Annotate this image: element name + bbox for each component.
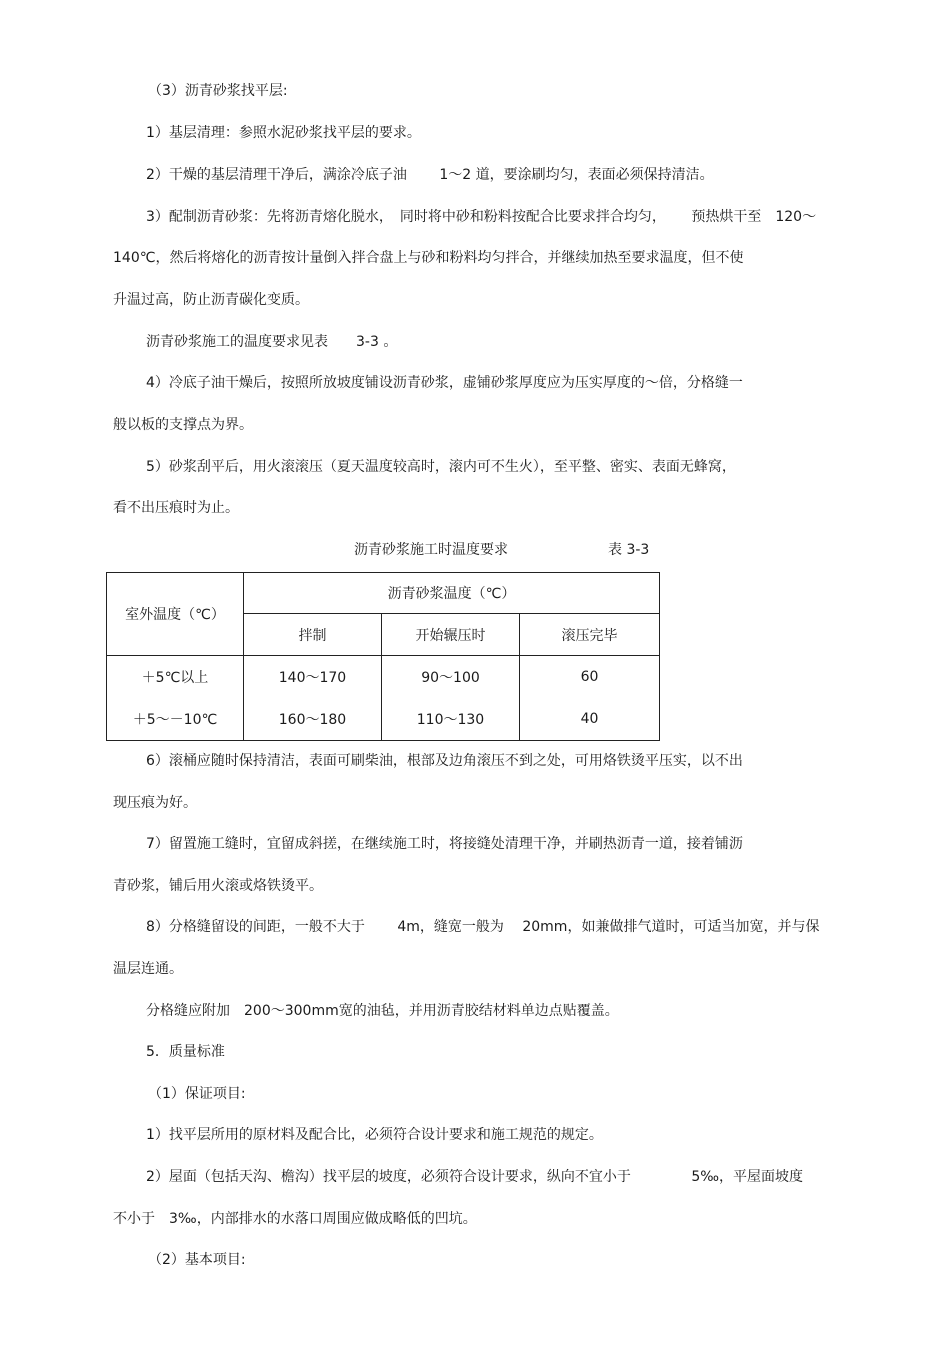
table-cell: 110～130 <box>382 698 520 741</box>
section-heading: 5．质量标准 <box>146 1044 225 1060</box>
paragraph-line: 现压痕为好。 <box>113 795 197 811</box>
paragraph-line: 2）干燥的基层清理干净后，满涂冷底子油 1～2 道，要涂刷均匀，表面必须保持清洁。 <box>146 167 714 183</box>
table-cell: 90～100 <box>382 656 520 698</box>
column-header-cell: 拌制 <box>244 614 382 656</box>
paragraph-line: 般以板的支撑点为界。 <box>113 417 253 433</box>
paragraph-line: 温层连通。 <box>113 961 183 977</box>
paragraph-line: 1）找平层所用的原材料及配合比，必须符合设计要求和施工规范的规定。 <box>146 1127 603 1143</box>
paragraph-line: 8）分格缝留设的间距，一般不大于 4m，缝宽一般为 20mm，如兼做排气道时，可适当加宽，并与保 <box>146 919 820 935</box>
paragraph-line: 6）滚桶应随时保持清洁，表面可刷柴油，根部及边角滚压不到之处，可用烙铁烫平压实，以不出 <box>146 753 743 769</box>
temperature-table <box>106 572 660 741</box>
column-header-cell: 开始辗压时 <box>382 614 520 656</box>
table-number: 表 3-3 <box>608 542 650 558</box>
paragraph-line: 青砂浆，铺后用火滚或烙铁烫平。 <box>113 878 323 894</box>
paragraph-line: 7）留置施工缝时，宜留成斜搓，在继续施工时，将接缝处清理干净，并刷热沥青一道，接着铺沥 <box>146 836 743 852</box>
table-cell: 40 <box>520 698 660 741</box>
paragraph-line: 升温过高，防止沥青碳化变质。 <box>113 292 309 308</box>
section-heading: （3）沥青砂浆找平层: <box>148 83 288 99</box>
paragraph-line: 2）屋面（包括天沟、檐沟）找平层的坡度，必须符合设计要求，纵向不宜小于 5‰，平屋面坡度 <box>146 1169 804 1185</box>
paragraph-line: 看不出压痕时为止。 <box>113 500 239 516</box>
table-cell: 60 <box>520 656 660 698</box>
subsection-heading: （1）保证项目: <box>148 1086 246 1102</box>
table-caption: 沥青砂浆施工时温度要求 <box>354 542 508 558</box>
subsection-heading: （2）基本项目: <box>148 1252 246 1268</box>
table-cell: 140～170 <box>244 656 382 698</box>
table-row <box>107 698 660 741</box>
group-header-cell: 沥青砂浆温度（℃） <box>244 573 660 614</box>
paragraph-line: 4）冷底子油干燥后，按照所放坡度铺设沥青砂浆，虚铺砂浆厚度应为压实厚度的～倍，分格缝一 <box>146 375 743 391</box>
row-header-cell: 室外温度（℃） <box>107 573 244 656</box>
table-row <box>107 656 660 698</box>
column-header-cell: 滚压完毕 <box>520 614 660 656</box>
paragraph-line: 不小于 3‰，内部排水的水落口周围应做成略低的凹坑。 <box>113 1211 477 1227</box>
paragraph-line: 5）砂浆刮平后，用火滚滚压（夏天温度较高时，滚内可不生火），至平整、密实、表面无蜂窝， <box>146 459 736 475</box>
paragraph-line: 沥青砂浆施工的温度要求见表 3-3 。 <box>146 334 398 350</box>
row-label-cell: ＋5～－10℃ <box>132 711 218 728</box>
paragraph-line: 140℃，然后将熔化的沥青按计量倒入拌合盘上与砂和粉料均匀拌合，并继续加热至要求温度，但不使 <box>113 250 744 266</box>
paragraph-line: 1）基层清理：参照水泥砂浆找平层的要求。 <box>146 125 421 141</box>
paragraph-line: 分格缝应附加 200～300mm宽的油毡，并用沥青胶结材料单边点贴覆盖。 <box>146 1003 619 1019</box>
row-label-cell: ＋5℃以上 <box>141 669 209 686</box>
paragraph-line: 3）配制沥青砂浆：先将沥青熔化脱水， 同时将中砂和粉料按配合比要求拌合均匀， 预热烘干至 120～ <box>146 209 817 225</box>
table-cell: 160～180 <box>244 698 382 741</box>
